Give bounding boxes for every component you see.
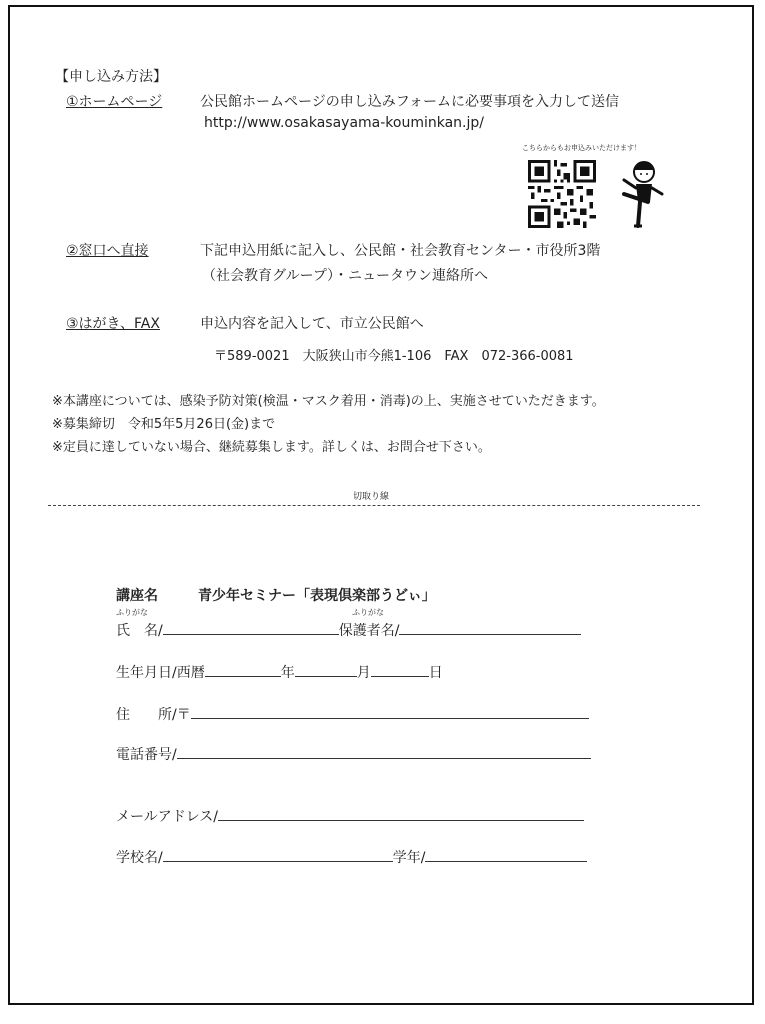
phone-label: 電話番号/	[116, 747, 177, 763]
day-label: 日	[428, 665, 443, 681]
name-row	[116, 620, 581, 640]
name-furigana: ふりがな	[116, 608, 148, 617]
name-label: 氏 名/	[116, 623, 163, 639]
method-1-label: ①ホームページ	[66, 94, 163, 110]
kicking-child-illustration	[608, 158, 668, 230]
qr-code[interactable]	[528, 160, 596, 228]
address-field[interactable]	[191, 704, 589, 719]
month-label: 月	[356, 665, 371, 681]
note-2: ※募集締切 令和5年5月26日(金)まで	[52, 417, 276, 432]
year-label: 年	[280, 665, 295, 681]
address-row	[116, 704, 589, 724]
email-label: メールアドレス/	[116, 809, 219, 825]
birth-row	[116, 662, 443, 682]
address-label: 住 所/〒	[116, 707, 191, 723]
grade-field[interactable]	[425, 847, 587, 862]
course-label: 講座名	[116, 588, 158, 604]
mail-address: 〒589-0021 大阪狭山市今熊1-106 FAX 072-366-0081	[214, 349, 574, 364]
note-1: ※本講座については、感染予防対策(検温・マスク着用・消毒)の上、実施させていただきます。	[52, 394, 605, 409]
phone-field[interactable]	[177, 744, 591, 759]
school-field[interactable]	[163, 847, 393, 862]
method-heading: 【申し込み方法】	[55, 69, 167, 85]
email-field[interactable]	[218, 806, 584, 821]
phone-row	[116, 744, 591, 764]
cut-line-label: 切取り線	[353, 492, 390, 502]
method-1-text: 公民館ホームページの申し込みフォームに必要事項を入力して送信	[200, 94, 620, 110]
method-3-text: 申込内容を記入して、市立公民館へ	[200, 316, 424, 332]
name-field[interactable]	[163, 620, 339, 635]
method-2-label: ②窓口へ直接	[66, 243, 149, 259]
note-3: ※定員に達していない場合、継続募集します。詳しくは、お問合せ下さい。	[52, 440, 491, 455]
guardian-field[interactable]	[399, 620, 581, 635]
method-2-text-1: 下記申込用紙に記入し、公民館・社会教育センター・市役所3階	[200, 243, 601, 259]
birth-year-field[interactable]	[205, 662, 281, 677]
birth-month-field[interactable]	[295, 662, 357, 677]
school-label: 学校名/	[116, 850, 163, 866]
grade-label: 学年/	[392, 850, 426, 866]
homepage-url[interactable]: http://www.osakasayama-kouminkan.jp/	[204, 115, 484, 131]
email-row	[116, 806, 584, 826]
birth-day-field[interactable]	[371, 662, 429, 677]
cut-line	[48, 505, 700, 506]
course-name: 青少年セミナー「表現倶楽部うどぃ」	[198, 588, 436, 604]
qr-caption: こちらからもお申込みいただけます！	[522, 144, 641, 152]
birth-label: 生年月日/西暦	[116, 665, 205, 681]
school-row	[116, 847, 587, 867]
method-3-label: ③はがき、FAX	[66, 316, 160, 332]
guardian-label: 保護者名/	[338, 623, 400, 639]
method-2-text-2: （社会教育グループ）・ニュータウン連絡所へ	[202, 268, 489, 284]
guardian-furigana: ふりがな	[352, 608, 384, 617]
